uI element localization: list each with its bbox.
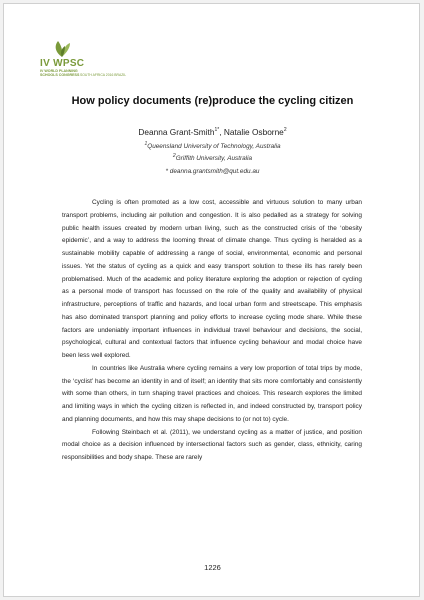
author-marker: 2	[283, 127, 287, 134]
body-paragraph: In countries like Australia where cycling remains a very low proportion of total trips by mode, the ‘cyclist’ has become an identity in and of itself; an identity that sits more comfortably and consistently with some than others, in turn shaping travel practices and choices. This research explores the limited and limiting ways in which the cycling citizen is reflected in, and indeed constructed by, transport policy and planning documents, and how this may shape decisions to (or not to) cycle.	[62, 364, 362, 423]
logo-subtitle-line2: SCHOOLS CONGRESS	[40, 73, 80, 78]
logo-subtitle	[40, 69, 79, 78]
author-name: Deanna Grant-Smith	[138, 127, 215, 137]
leaf-icon	[52, 40, 72, 58]
affiliation	[4, 140, 421, 150]
paper-title: How policy documents (re)produce the cycling citizen	[71, 95, 354, 107]
corresponding-email: * deanna.grantsmith@qut.edu.au	[165, 168, 260, 175]
affiliation-marker: 2	[172, 152, 176, 159]
logo-tagline: SOUTH AFRICA 2016 BRAZIL	[80, 73, 127, 77]
affiliation-text: Griffith University, Australia	[175, 155, 253, 162]
paper-page	[3, 3, 420, 597]
page-number: 1226	[204, 563, 221, 572]
author-name: Natalie Osborne	[223, 127, 284, 137]
author-separator: ,	[219, 127, 224, 137]
logo-title: IV WPSC	[40, 58, 85, 69]
congress-logo	[40, 40, 170, 80]
body-paragraph: Following Steinbach et al. (2011), we understand cycling as a matter of justice, and position modal choice as a decision influenced by intersectional factors such as gender, class, ethnicity, caring responsibilities and body shape. These are rarely	[62, 428, 362, 461]
body-paragraph: Cycling is often promoted as a low cost, accessible and virtuous solution to many urban transport problems, including air pollution and congestion. It is also pedalled as a strategy for solving public health issues created by modern urban living, such as the constructed crisis of the ‘obesity epidemic’, and a way to address the looming threat of climate change. Thus cycling is heralded as a sustainable mobility capable of addressing a range of social, environmental, economic and personal issues. Yet the status of cycling as a quick and easy transport solution to these ills has rarely been problematised. Much of the academic and policy literature exploring the adoption or rejection of cycling as a personal mode of transport has focussed on the role of the quality and availability of physical infrastructure, perceptions of traffic and hazards, and local urban form and streetscape. This emphasis has also dominated transport planning and policy efforts to increase cycling mode share. While these factors are undeniably important influences in individual travel behaviour and decisions, the social, psychological, cultural and contextual factors that influence cycling behaviour and modal choice have been less well explored.	[62, 199, 362, 359]
abstract-body	[62, 197, 362, 465]
author-marker: 1*	[214, 127, 220, 134]
affiliation	[4, 152, 421, 162]
affiliation-text: Queensland University of Technology, Australia	[147, 143, 281, 150]
author-line	[4, 127, 421, 137]
affiliation-marker: 1	[144, 140, 148, 147]
logo-subtitle-line1: IV WORLD PLANNING	[40, 69, 78, 73]
